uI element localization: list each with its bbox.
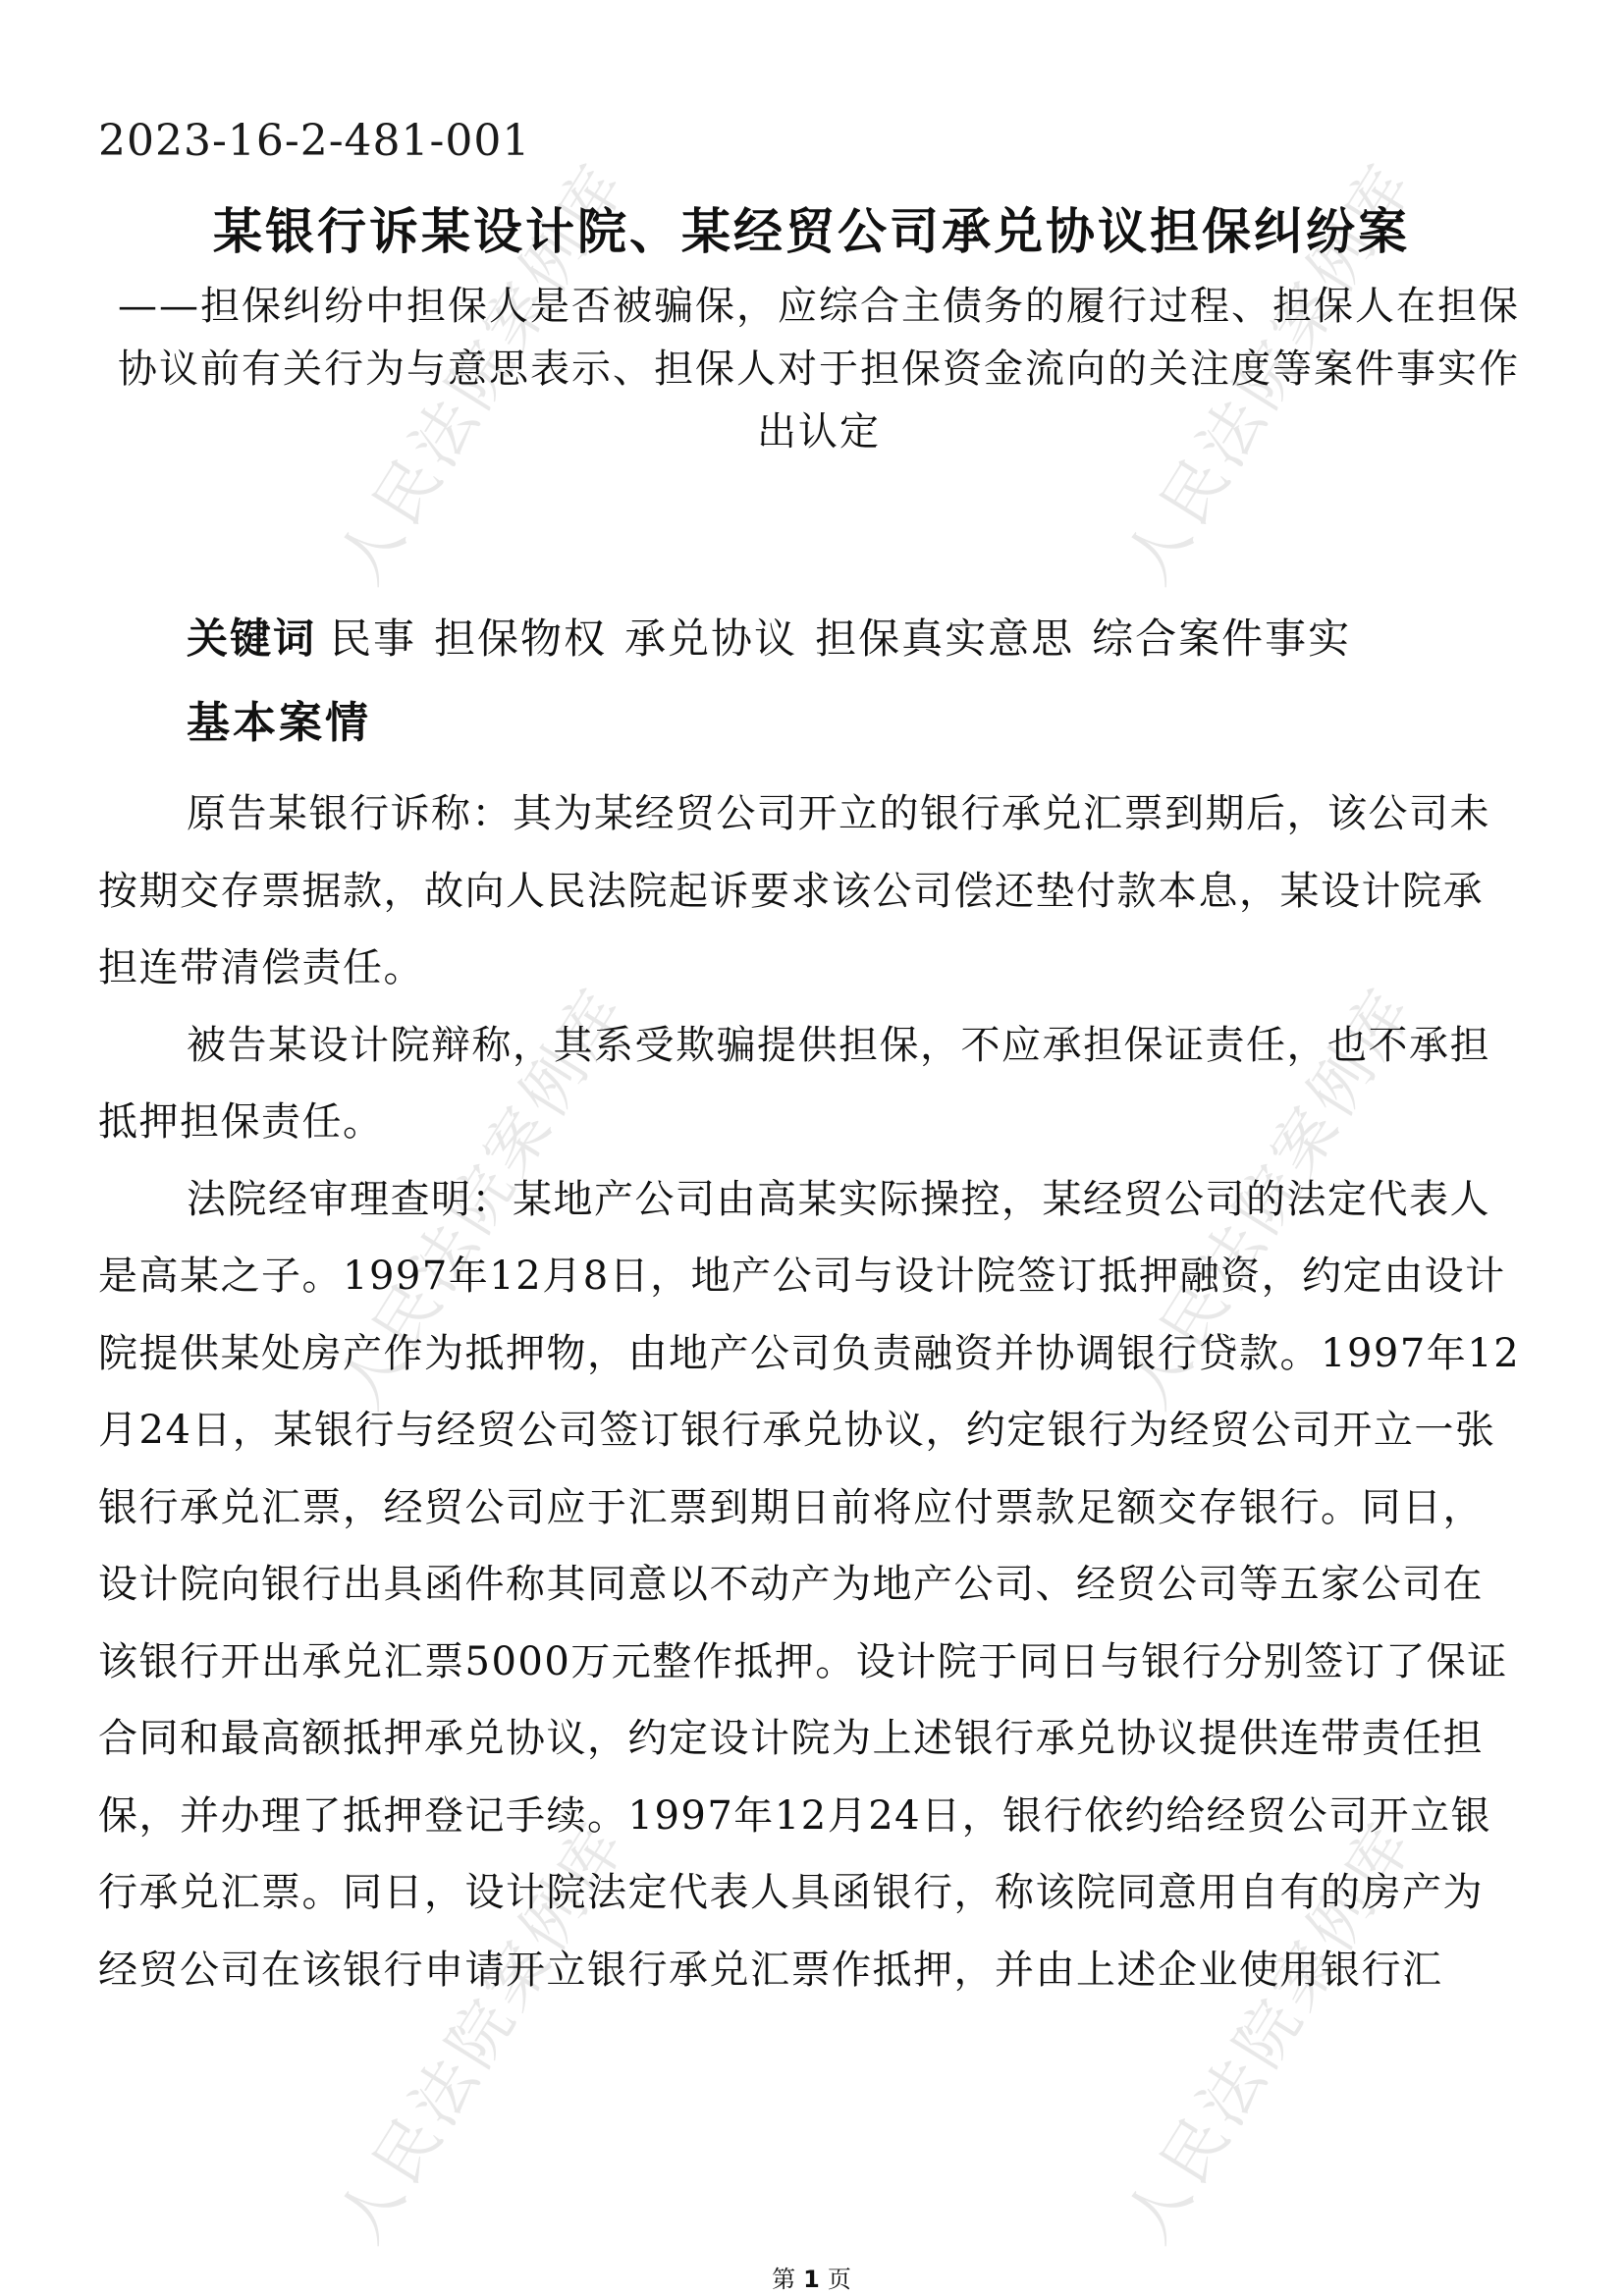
watermark: 人民法院案例库 (324, 974, 642, 1421)
keyword-item: 民事 (330, 614, 417, 663)
page-number-suffix: 页 (827, 2266, 851, 2293)
watermark: 人民法院案例库 (1111, 149, 1430, 597)
page-subtitle: ——担保纠纷中担保人是否被骗保，应综合主债务的履行过程、担保人在担保协议前有关行为与意思表示、担保人对于担保资金流向的关注度等案件事实作出认定 (118, 284, 1520, 454)
page-number-prefix: 第 (772, 2266, 796, 2293)
paragraph-defendant-defense: 被告某设计院辩称，其系受欺骗提供担保，不应承担保证责任，也不承担抵押担保责任。 (98, 1022, 1490, 1145)
watermark: 人民法院案例库 (1111, 1808, 1430, 2256)
paragraph-court-findings: 法院经审理查明：某地产公司由高某实际操控，某经贸公司的法定代表人是高某之子。1997年12月8日，地产公司与设计院签订抵押融资，约定由设计院提供某处房产作为抵押物，由地产公司负责融资并协调银行贷款。1997年12月24日，某银行与经贸公司签订银行承兑协议，约定银行为经贸公司开立一张银行承兑汇票，经贸公司应于汇票到期日前将应付票款足额交存银行。同日，设计院向银行出具函件称其同意以不动产为地产公司、经贸公司等五家公司在该银行开出承兑汇票5000万元整作抵押。设计院于同日与银行分别签订了保证合同和最高额抵押承兑协议，约定设计院为上述银行承兑协议提供连带责任担保，并办理了抵押登记手续。1997年12月24日，银行依约给经贸公司开立银行承兑汇票。同日，设计院法定代表人具函银行，称该院同意用自有的房产为经贸公司在该银行申请开立银行承兑汇票作抵押，并由上述企业使用银行汇 (98, 1176, 1521, 1993)
page-footer (0, 2260, 1623, 2294)
keyword-item: 承兑协议 (624, 614, 798, 663)
keywords-line (187, 607, 1369, 666)
watermark: 人民法院案例库 (324, 149, 642, 597)
watermark: 人民法院案例库 (324, 1808, 642, 2256)
case-body (98, 775, 1522, 2008)
keyword-item: 担保真实意思 (815, 614, 1075, 663)
case-number: 2023-16-2-481-001 (98, 116, 531, 166)
paragraph-plaintiff-claim: 原告某银行诉称：其为某经贸公司开立的银行承兑汇票到期后，该公司未按期交存票据款，故向人民法院起诉要求该公司偿还垫付款本息，某设计院承担连带清偿责任。 (98, 791, 1490, 990)
page-title: 某银行诉某设计院、某经贸公司承兑协议担保纠纷案 (213, 202, 1410, 260)
watermark: 人民法院案例库 (1111, 974, 1430, 1421)
keyword-item: 综合案件事实 (1092, 614, 1352, 663)
keywords-label: 关键词 (187, 614, 317, 663)
page-number: 1 (803, 2266, 820, 2293)
section-heading: 基本案情 (187, 698, 371, 748)
keyword-item: 担保物权 (434, 614, 608, 663)
